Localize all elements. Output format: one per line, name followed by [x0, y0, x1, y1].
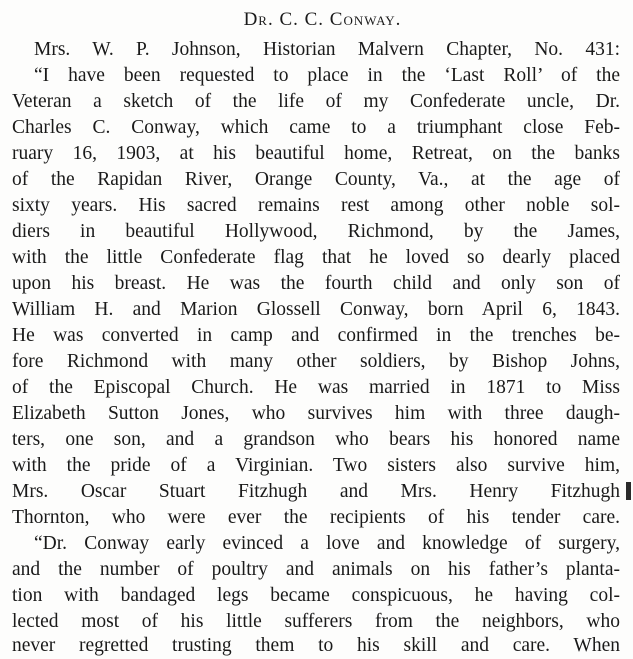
page-edge-mark	[626, 482, 631, 500]
text-line: ters, one son, and a grandson who bears his honored name	[12, 429, 620, 450]
text-line: Mrs. Oscar Stuart Fitzhugh and Mrs. Henry Fitzhugh	[12, 481, 620, 502]
text-line: diers in beautiful Hollywood, Richmond, by the James,	[12, 221, 620, 242]
text-line: Elizabeth Sutton Jones, who survives him with three daugh-	[12, 403, 620, 424]
text-line: William H. and Marion Glossell Conway, born April 6, 1843.	[12, 299, 620, 320]
text-line: Thornton, who were ever the recipients of his tender care.	[12, 507, 620, 528]
text-line-attribution: Mrs. W. P. Johnson, Historian Malvern Chapter, No. 431:	[34, 39, 620, 60]
text-line: of the Episcopal Church. He was married in 1871 to Miss	[12, 377, 620, 398]
text-line: never regretted trusting them to his skill and care. When	[12, 635, 620, 656]
text-line: lected most of his little sufferers from the neighbors, who	[12, 611, 620, 632]
text-line: and the number of poultry and animals on his father’s planta-	[12, 559, 620, 580]
text-line: Charles C. Conway, which came to a triumphant close Feb-	[12, 117, 620, 138]
text-line: fore Richmond with many other soldiers, by Bishop Johns,	[12, 351, 620, 372]
text-line: He was converted in camp and confirmed in the trenches be-	[12, 325, 620, 346]
text-line: sixty years. His sacred remains rest among other noble sol-	[12, 195, 620, 216]
text-line: with the pride of a Virginian. Two sisters also survive him,	[12, 455, 620, 476]
text-line: “I have been requested to place in the ‘Last Roll’ of the	[34, 65, 620, 86]
article-heading: Dr. C. C. Conway.	[243, 9, 402, 30]
text-line: upon his breast. He was the fourth child and only son of	[12, 273, 620, 294]
text-line: Veteran a sketch of the life of my Confederate uncle, Dr.	[12, 91, 620, 112]
text-line: of the Rapidan River, Orange County, Va., at the age of	[12, 169, 620, 190]
text-line: ruary 16, 1903, at his beautiful home, Retreat, on the banks	[12, 143, 620, 164]
text-line: with the little Confederate flag that he loved so dearly placed	[12, 247, 620, 268]
text-line: “Dr. Conway early evinced a love and knowledge of surgery,	[34, 533, 620, 554]
text-line: tion with bandaged legs became conspicuous, he having col-	[12, 585, 620, 606]
